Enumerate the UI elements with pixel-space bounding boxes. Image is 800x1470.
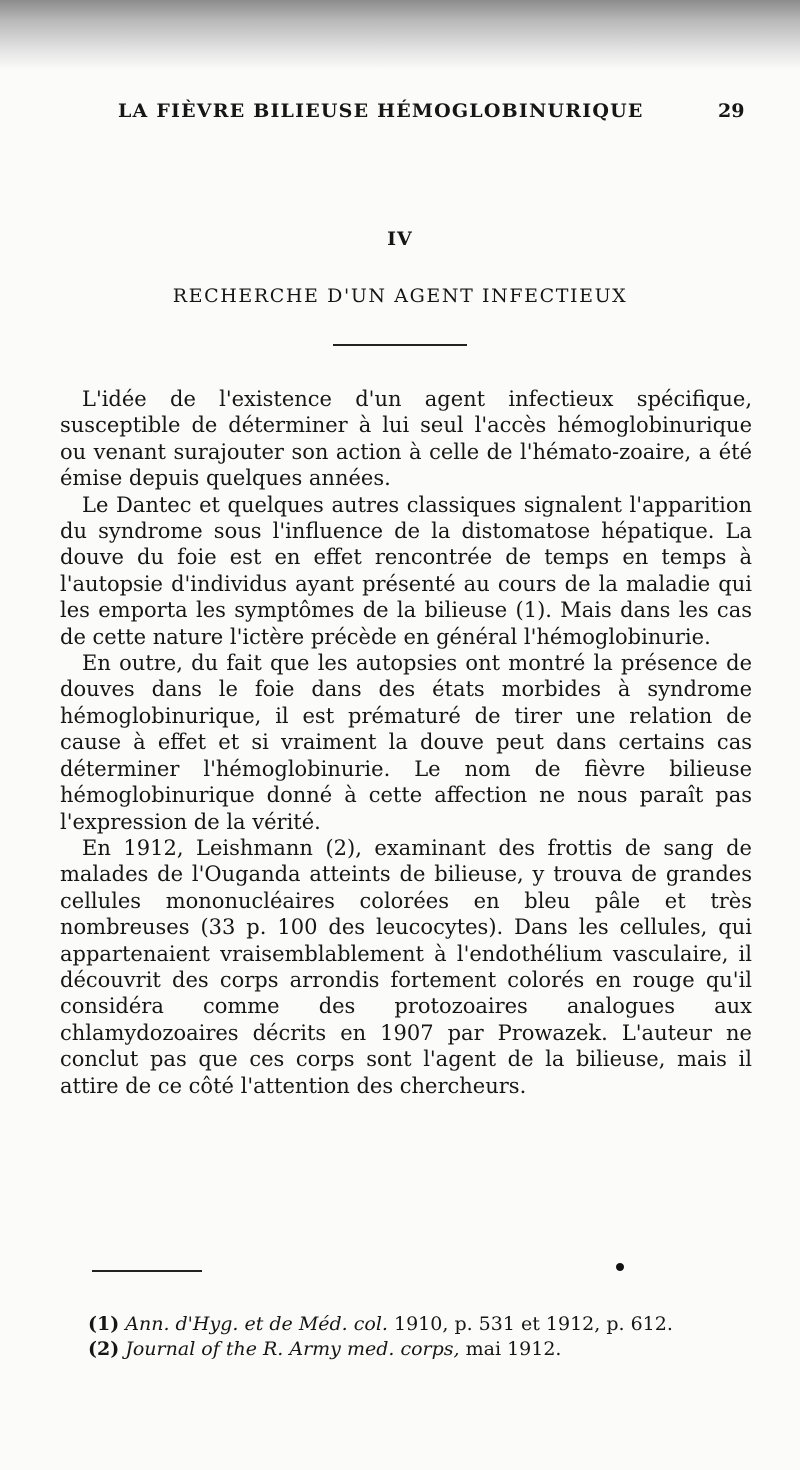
footnote-marker: (2)	[88, 1338, 120, 1360]
footnote-source: Journal of the R. Army med. corps,	[125, 1338, 460, 1360]
ink-dot	[616, 1263, 624, 1271]
footnotes	[88, 1312, 768, 1362]
body-text	[60, 386, 752, 1099]
footnote	[88, 1312, 768, 1337]
footnote-details: 1910, p. 531 et 1912, p. 612.	[387, 1313, 673, 1335]
footnote-details: mai 1912.	[459, 1338, 562, 1360]
paragraph: L'idée de l'existence d'un agent infectieux spécifique, susceptible de déterminer à lui seul l'accès hémoglobinurique ou venant surajouter son action à celle de l'hémato-zoaire, a été émise depuis quelques années.	[60, 387, 752, 491]
page-top-shadow	[0, 0, 800, 70]
footnote-source: Ann. d'Hyg. et de Méd. col.	[125, 1313, 388, 1335]
page-number: 29	[718, 100, 745, 122]
footnote-divider	[92, 1270, 202, 1272]
paragraph: Le Dantec et quelques autres classiques signalent l'apparition du syndrome sous l'influence de la distomatose hépatique. La douve du foie est en effet rencontrée de temps en temps à l'autopsie d'individus ayant présenté au cours de la maladie qui les emporta les symptômes de la bilieuse (1). Mais dans les cas de cette nature l'ictère précède en général l'hémoglobinurie.	[60, 492, 752, 649]
section-title: RECHERCHE D'UN AGENT INFECTIEUX	[172, 285, 628, 307]
footnote	[88, 1337, 768, 1362]
title-divider	[333, 344, 467, 346]
footnote-marker: (1)	[88, 1313, 120, 1335]
running-title: LA FIÈVRE BILIEUSE HÉMOGLOBINURIQUE	[118, 100, 644, 122]
paragraph: En outre, du fait que les autopsies ont montré la présence de douves dans le foie dans des états morbides à syndrome hémoglobinurique, il est prématuré de tirer une relation de cause à effet et si vraiment la douve peut dans certains cas déterminer l'hémoglobinurie. Le nom de fièvre bilieuse hémoglobinurique donné à cette affection ne nous paraît pas l'expression de la vérité.	[60, 651, 752, 834]
section-number: IV	[387, 228, 413, 250]
paragraph: En 1912, Leishmann (2), examinant des frottis de sang de malades de l'Ouganda atteints de bilieuse, y trouva de grandes cellules mononucléaires colorées en bleu pâle et très nombreuses (33 p. 100 des leucocytes). Dans les cellules, qui appartenaient vraisemblablement à l'endothélium vasculaire, il découvrit des corps arrondis fortement colorés en rouge qu'il considéra comme des protozoaires analogues aux chlamydozoaires décrits en 1907 par Prowazek. L'auteur ne conclut pas que ces corps sont l'agent de la bilieuse, mais il attire de ce côté l'attention des chercheurs.	[60, 835, 752, 1098]
